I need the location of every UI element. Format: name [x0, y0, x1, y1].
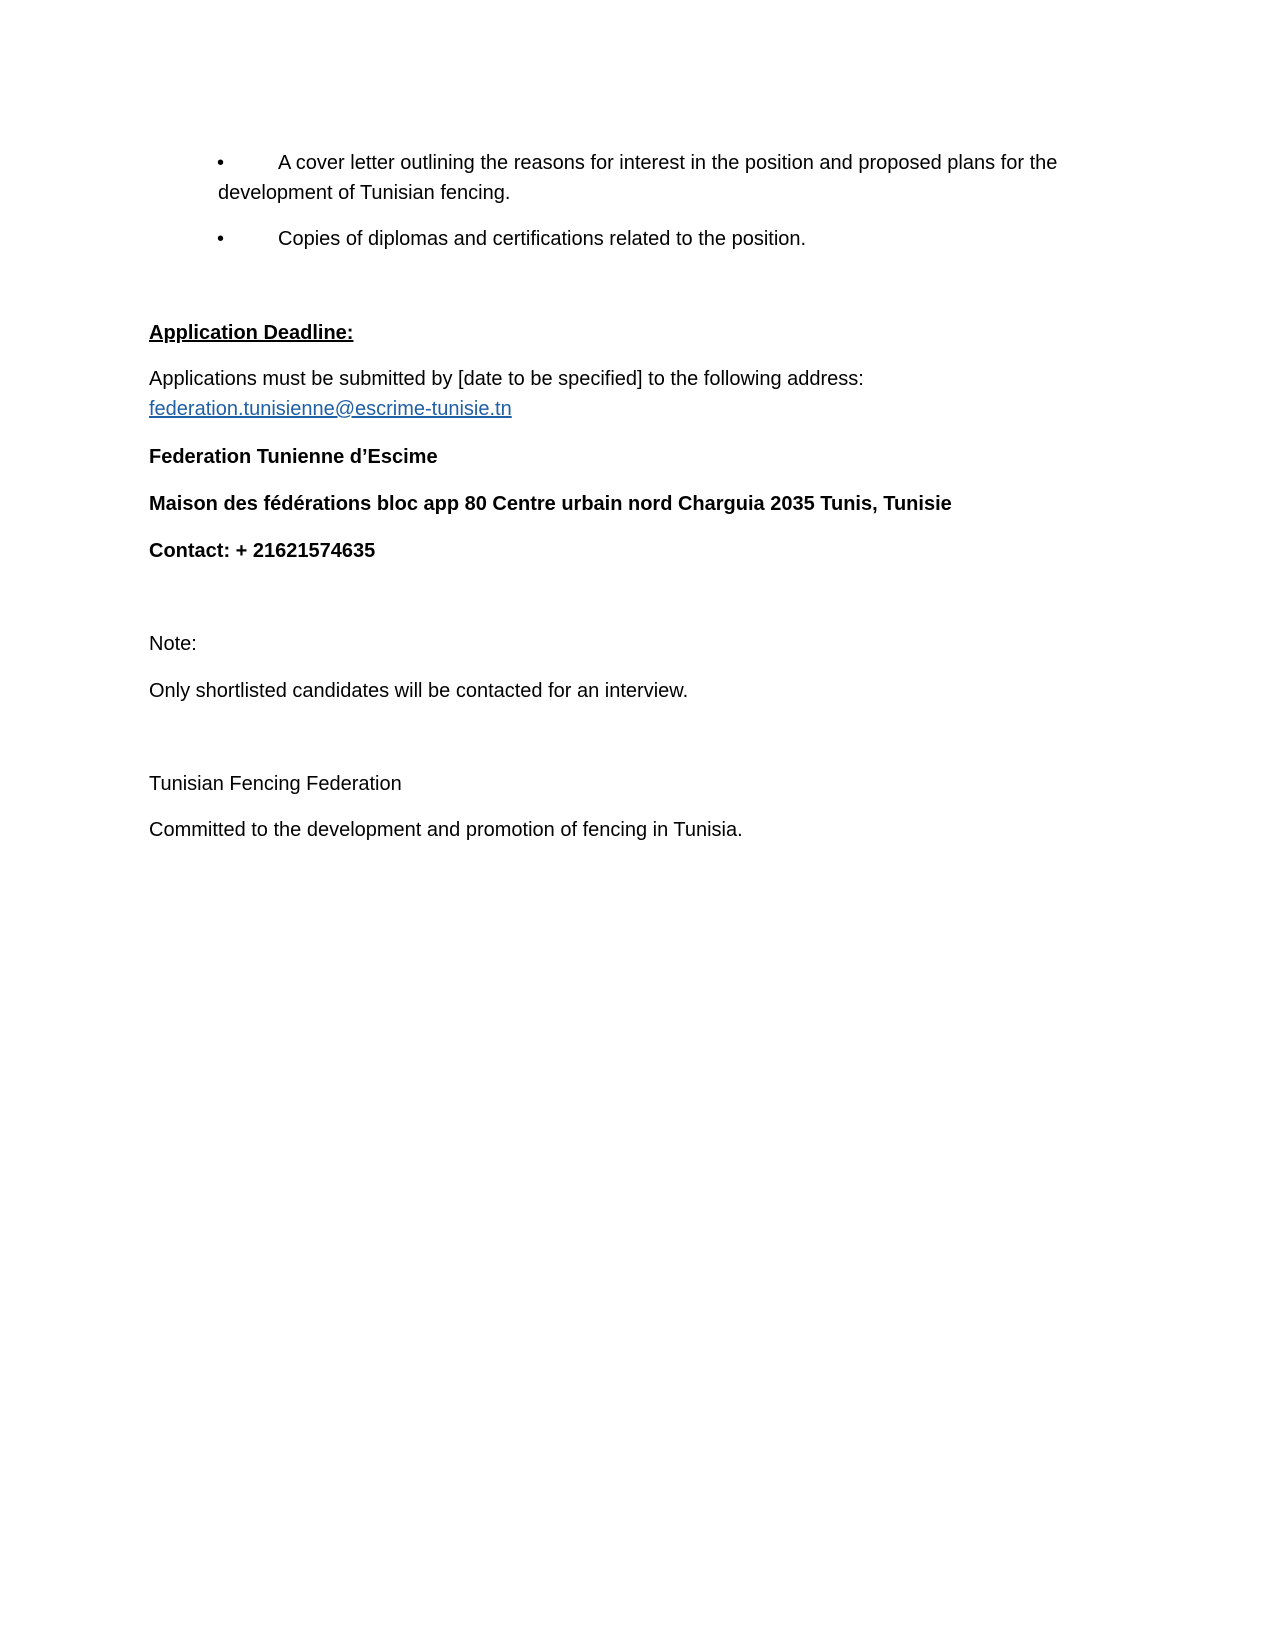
note-text: Only shortlisted candidates will be contacted for an interview.	[149, 680, 689, 702]
deadline-paragraph	[149, 364, 1149, 424]
deadline-heading: Application Deadline:	[149, 322, 354, 344]
federation-name: Federation Tunienne d’Escime	[149, 446, 438, 468]
requirement-text: Copies of diplomas and certifications related to the position.	[278, 228, 807, 250]
requirement-diplomas	[218, 224, 1118, 254]
signature-name: Tunisian Fencing Federation	[149, 773, 402, 795]
note-label: Note:	[149, 633, 197, 655]
bullet-icon: •	[217, 152, 225, 174]
email-link[interactable]: federation.tunisienne@escrime-tunisie.tn	[149, 398, 512, 420]
requirement-text: A cover letter outlining the reasons for interest in the position and proposed plans for the development of Tunisian fencing.	[218, 152, 1058, 204]
signature-motto: Committed to the development and promotion of fencing in Tunisia.	[149, 819, 743, 841]
federation-contact: Contact: + 21621574635	[149, 540, 376, 562]
requirement-cover-letter	[218, 148, 1118, 208]
deadline-text: Applications must be submitted by [date to be specified] to the following address:	[149, 368, 864, 390]
bullet-icon: •	[217, 228, 225, 250]
federation-address: Maison des fédérations bloc app 80 Centre urbain nord Charguia 2035 Tunis, Tunisie	[149, 493, 952, 515]
requirements-list	[218, 148, 1118, 270]
